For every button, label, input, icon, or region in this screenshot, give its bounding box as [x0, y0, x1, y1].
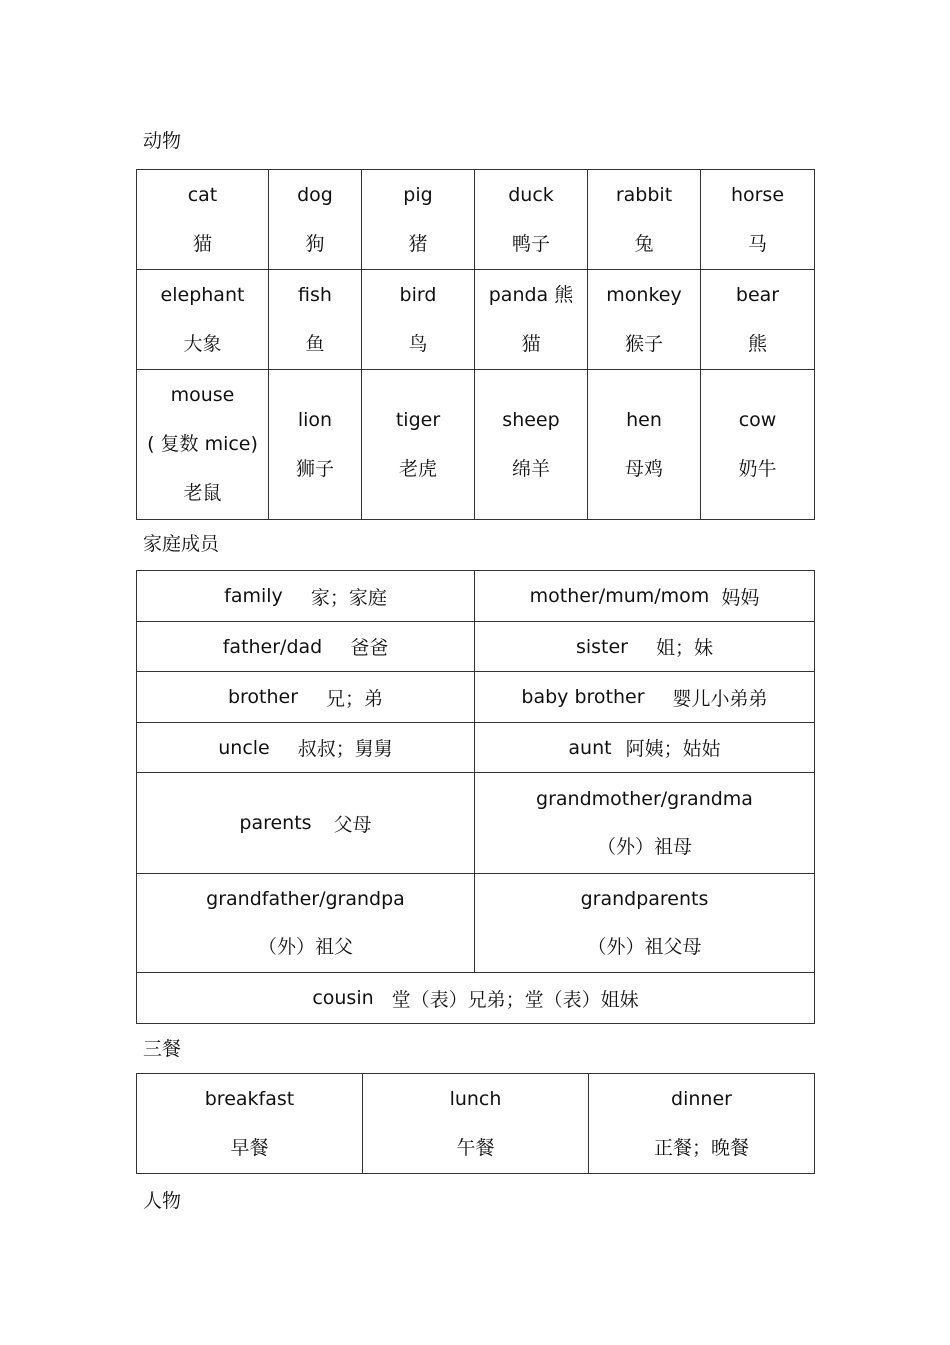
animal-en: cat: [187, 183, 218, 206]
animal-cell: [475, 170, 588, 270]
animal-cell: [362, 170, 475, 270]
family-cell: [475, 672, 815, 723]
animal-zh: 兔: [634, 232, 654, 255]
family-zh: 爸爸: [350, 637, 389, 659]
animals-table: [136, 169, 815, 520]
family-en: mother/mum/mom: [529, 585, 710, 607]
meal-en: dinner: [671, 1087, 732, 1110]
animal-zh: 老鼠: [183, 482, 222, 504]
family-cell: [137, 874, 475, 973]
family-en: baby brother: [521, 686, 645, 708]
animal-zh: 鸟: [408, 332, 428, 355]
animal-cell: [475, 270, 588, 370]
family-zh: 兄；弟: [326, 687, 384, 710]
family-cell: [137, 973, 815, 1024]
family-en: sister: [575, 635, 628, 658]
animal-zh: 狗: [305, 232, 325, 255]
animal-en: lion: [297, 408, 333, 431]
animal-zh: 猪: [408, 232, 428, 255]
meal-zh: 早餐: [230, 1136, 269, 1159]
family-en: brother: [227, 686, 299, 708]
animal-cell: [362, 370, 475, 520]
animal-zh: 大象: [183, 332, 222, 355]
animal-cell: [588, 370, 701, 520]
animal-zh: 鱼: [305, 332, 325, 355]
animal-en: elephant: [160, 283, 245, 306]
meal-cell: [363, 1074, 589, 1174]
family-en: father/dad: [222, 635, 323, 658]
section-title-animals: 动物: [143, 130, 182, 152]
animal-en: dog: [297, 183, 333, 206]
family-zh: （外）祖父: [257, 936, 353, 958]
family-cell: [475, 773, 815, 874]
animal-zh: 熊: [747, 332, 767, 355]
animal-cell: [588, 270, 701, 370]
family-cell: [475, 571, 815, 622]
family-zh: 婴儿小弟弟: [672, 687, 768, 710]
meal-en: lunch: [449, 1087, 502, 1110]
family-cell: [137, 571, 475, 622]
animal-cell: [701, 370, 815, 520]
family-en: uncle: [218, 736, 270, 759]
family-zh: （外）祖父母: [587, 936, 702, 958]
animal-cell: [137, 170, 269, 270]
animal-en: panda 熊: [488, 283, 574, 306]
animal-cell: [588, 170, 701, 270]
animal-en: fish: [298, 283, 332, 306]
animal-zh: 鸭子: [511, 232, 550, 255]
family-en: aunt: [568, 736, 612, 759]
family-cell: [137, 622, 475, 672]
animal-note: ( 复数 mice): [147, 433, 258, 455]
family-cell: [137, 672, 475, 723]
animal-en: bird: [399, 283, 437, 306]
family-zh: 阿姨；姑姑: [625, 738, 721, 760]
section-title-family: 家庭成员: [143, 533, 220, 555]
family-table: [136, 570, 815, 1024]
family-en: grandmother/grandma: [536, 788, 753, 810]
animal-cell: [701, 270, 815, 370]
meal-cell: [137, 1074, 363, 1174]
family-zh: 家；家庭: [310, 586, 387, 609]
family-en: family: [224, 585, 283, 607]
animal-zh: 老虎: [398, 457, 437, 480]
meal-en: breakfast: [204, 1087, 295, 1110]
family-cell: [475, 874, 815, 973]
meal-cell: [589, 1074, 815, 1174]
family-cell: [137, 773, 475, 874]
animal-cell: [269, 170, 362, 270]
animal-en: bear: [735, 283, 780, 306]
section-title-people: 人物: [143, 1190, 182, 1212]
family-cell: [475, 723, 815, 773]
family-en: parents: [239, 812, 312, 834]
family-cell: [137, 723, 475, 773]
animal-zh: 母鸡: [624, 457, 663, 480]
family-cell: [475, 622, 815, 672]
animal-cell: [269, 370, 362, 520]
family-zh: （外）祖母: [596, 836, 692, 858]
animal-en: monkey: [606, 283, 682, 306]
animal-zh: 猫: [192, 232, 212, 255]
animal-en: pig: [403, 183, 433, 206]
animal-cell: [475, 370, 588, 520]
animal-zh: 猴子: [624, 332, 663, 355]
family-zh: 叔叔；舅舅: [297, 738, 393, 760]
animal-en: rabbit: [615, 183, 673, 206]
animal-zh: 猫: [521, 332, 541, 355]
animal-en: horse: [730, 183, 785, 206]
family-zh: 姐；妹: [656, 637, 714, 659]
family-zh: 父母: [333, 813, 372, 836]
animal-cell: [137, 270, 269, 370]
animal-en: duck: [508, 183, 554, 206]
family-en: cousin: [312, 987, 374, 1009]
animal-cell: [269, 270, 362, 370]
animal-en: tiger: [395, 408, 441, 431]
animal-cell: [701, 170, 815, 270]
section-title-meals: 三餐: [143, 1038, 182, 1060]
animal-en: hen: [626, 408, 662, 431]
animal-zh: 奶牛: [738, 457, 777, 480]
animal-en: cow: [738, 408, 777, 431]
animal-en: sheep: [502, 408, 560, 431]
animal-zh: 狮子: [295, 457, 334, 480]
family-zh: 妈妈: [721, 586, 760, 609]
animal-zh: 绵羊: [511, 457, 550, 480]
animal-zh: 马: [747, 232, 767, 255]
family-en: grandparents: [580, 888, 709, 910]
animal-cell: [362, 270, 475, 370]
family-zh: 堂（表）兄弟；堂（表）姐妹: [391, 988, 639, 1011]
family-en: grandfather/grandpa: [206, 888, 405, 910]
meal-zh: 正餐；晚餐: [653, 1136, 749, 1159]
animal-en: mouse: [170, 384, 235, 406]
meals-table: [136, 1073, 815, 1174]
animal-cell: [137, 370, 269, 520]
meal-zh: 午餐: [456, 1136, 495, 1159]
